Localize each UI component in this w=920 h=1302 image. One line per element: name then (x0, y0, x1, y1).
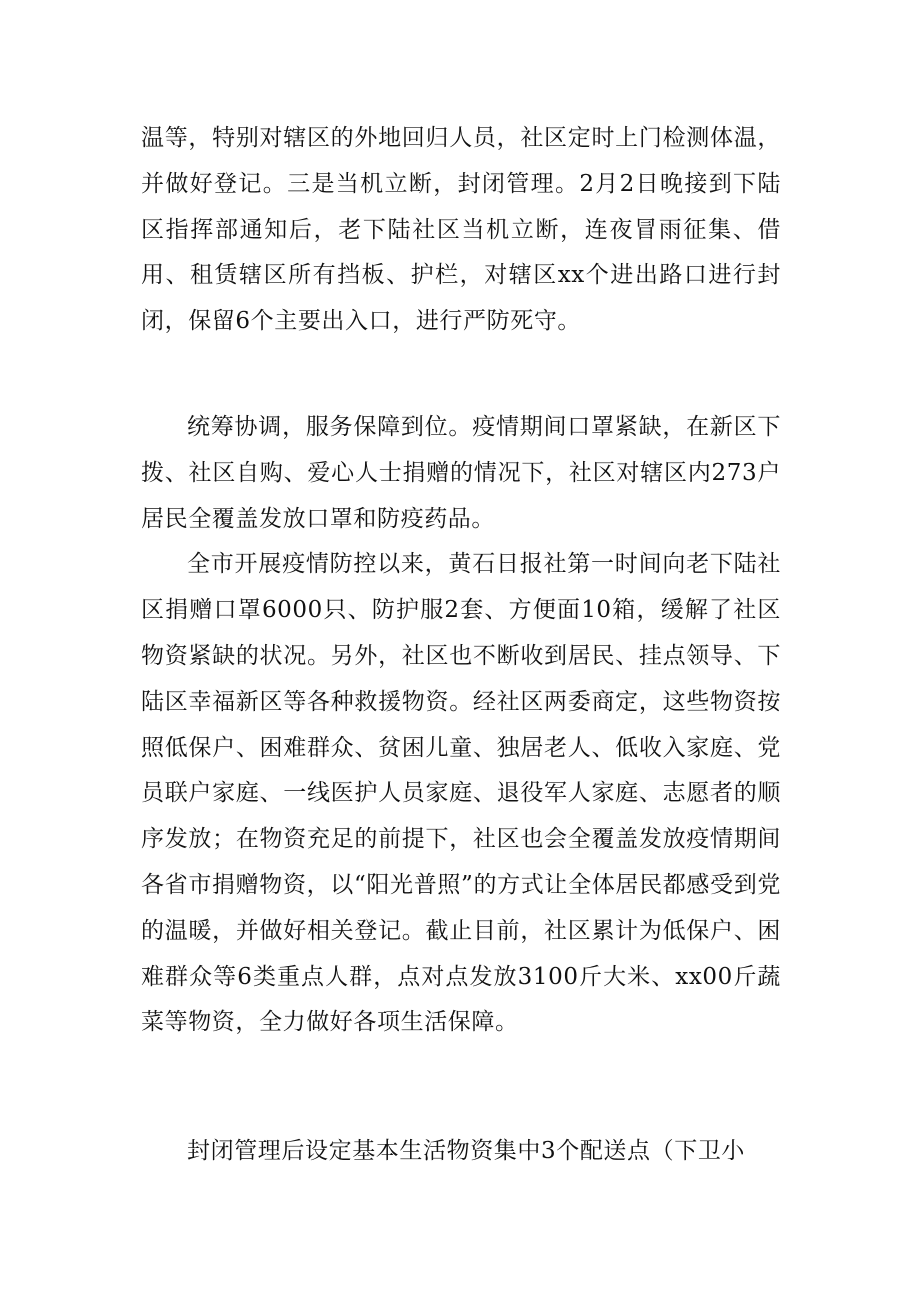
text-block-2 (141, 405, 781, 1046)
paragraph: 统筹协调，服务保障到位。疫情期间口罩紧缺，在新区下拨、社区自购、爱心人士捐赠的情况下，社区对辖区内273户居民全覆盖发放口罩和防疫药品。 (141, 414, 781, 532)
paragraph: 温等，特别对辖区的外地回归人员，社区定时上门检测体温，并做好登记。三是当机立断，封闭管理。2月2日晚接到下陆区指挥部通知后，老下陆社区当机立断，连夜冒雨征集、借用、租赁辖区所有挡板、护栏，对辖区xx个进出路口进行封闭，保留6个主要出入口，进行严防死守。 (141, 125, 781, 335)
paragraph: 全市开展疫情防控以来，黄石日报社第一时间向老下陆社区捐赠口罩6000只、防护服2套、方便面10箱，缓解了社区物资紧缺的状况。另外，社区也不断收到居民、挂点领导、下陆区幸福新区等各种救援物资。经社区两委商定，这些物资按照低保户、困难群众、贫困儿童、独居老人、低收入家庭、党员联户家庭、一线医护人员家庭、退役军人家庭、志愿者的顺序发放；在物资充足的前提下，社区也会全覆盖发放疫情期间各省市捐赠物资，以“阳光普照”的方式让全体居民都感受到党的温暖，并做好相关登记。截止目前，社区累计为低保户、困难群众等6类重点人群，点对点发放3100斤大米、xx00斤蔬菜等物资，全力做好各项生活保障。 (141, 551, 781, 1036)
paragraph: 封闭管理后设定基本生活物资集中3个配送点（下卫小 (187, 1138, 746, 1164)
text-block-1 (141, 116, 781, 345)
text-block-3 (141, 1129, 781, 1175)
